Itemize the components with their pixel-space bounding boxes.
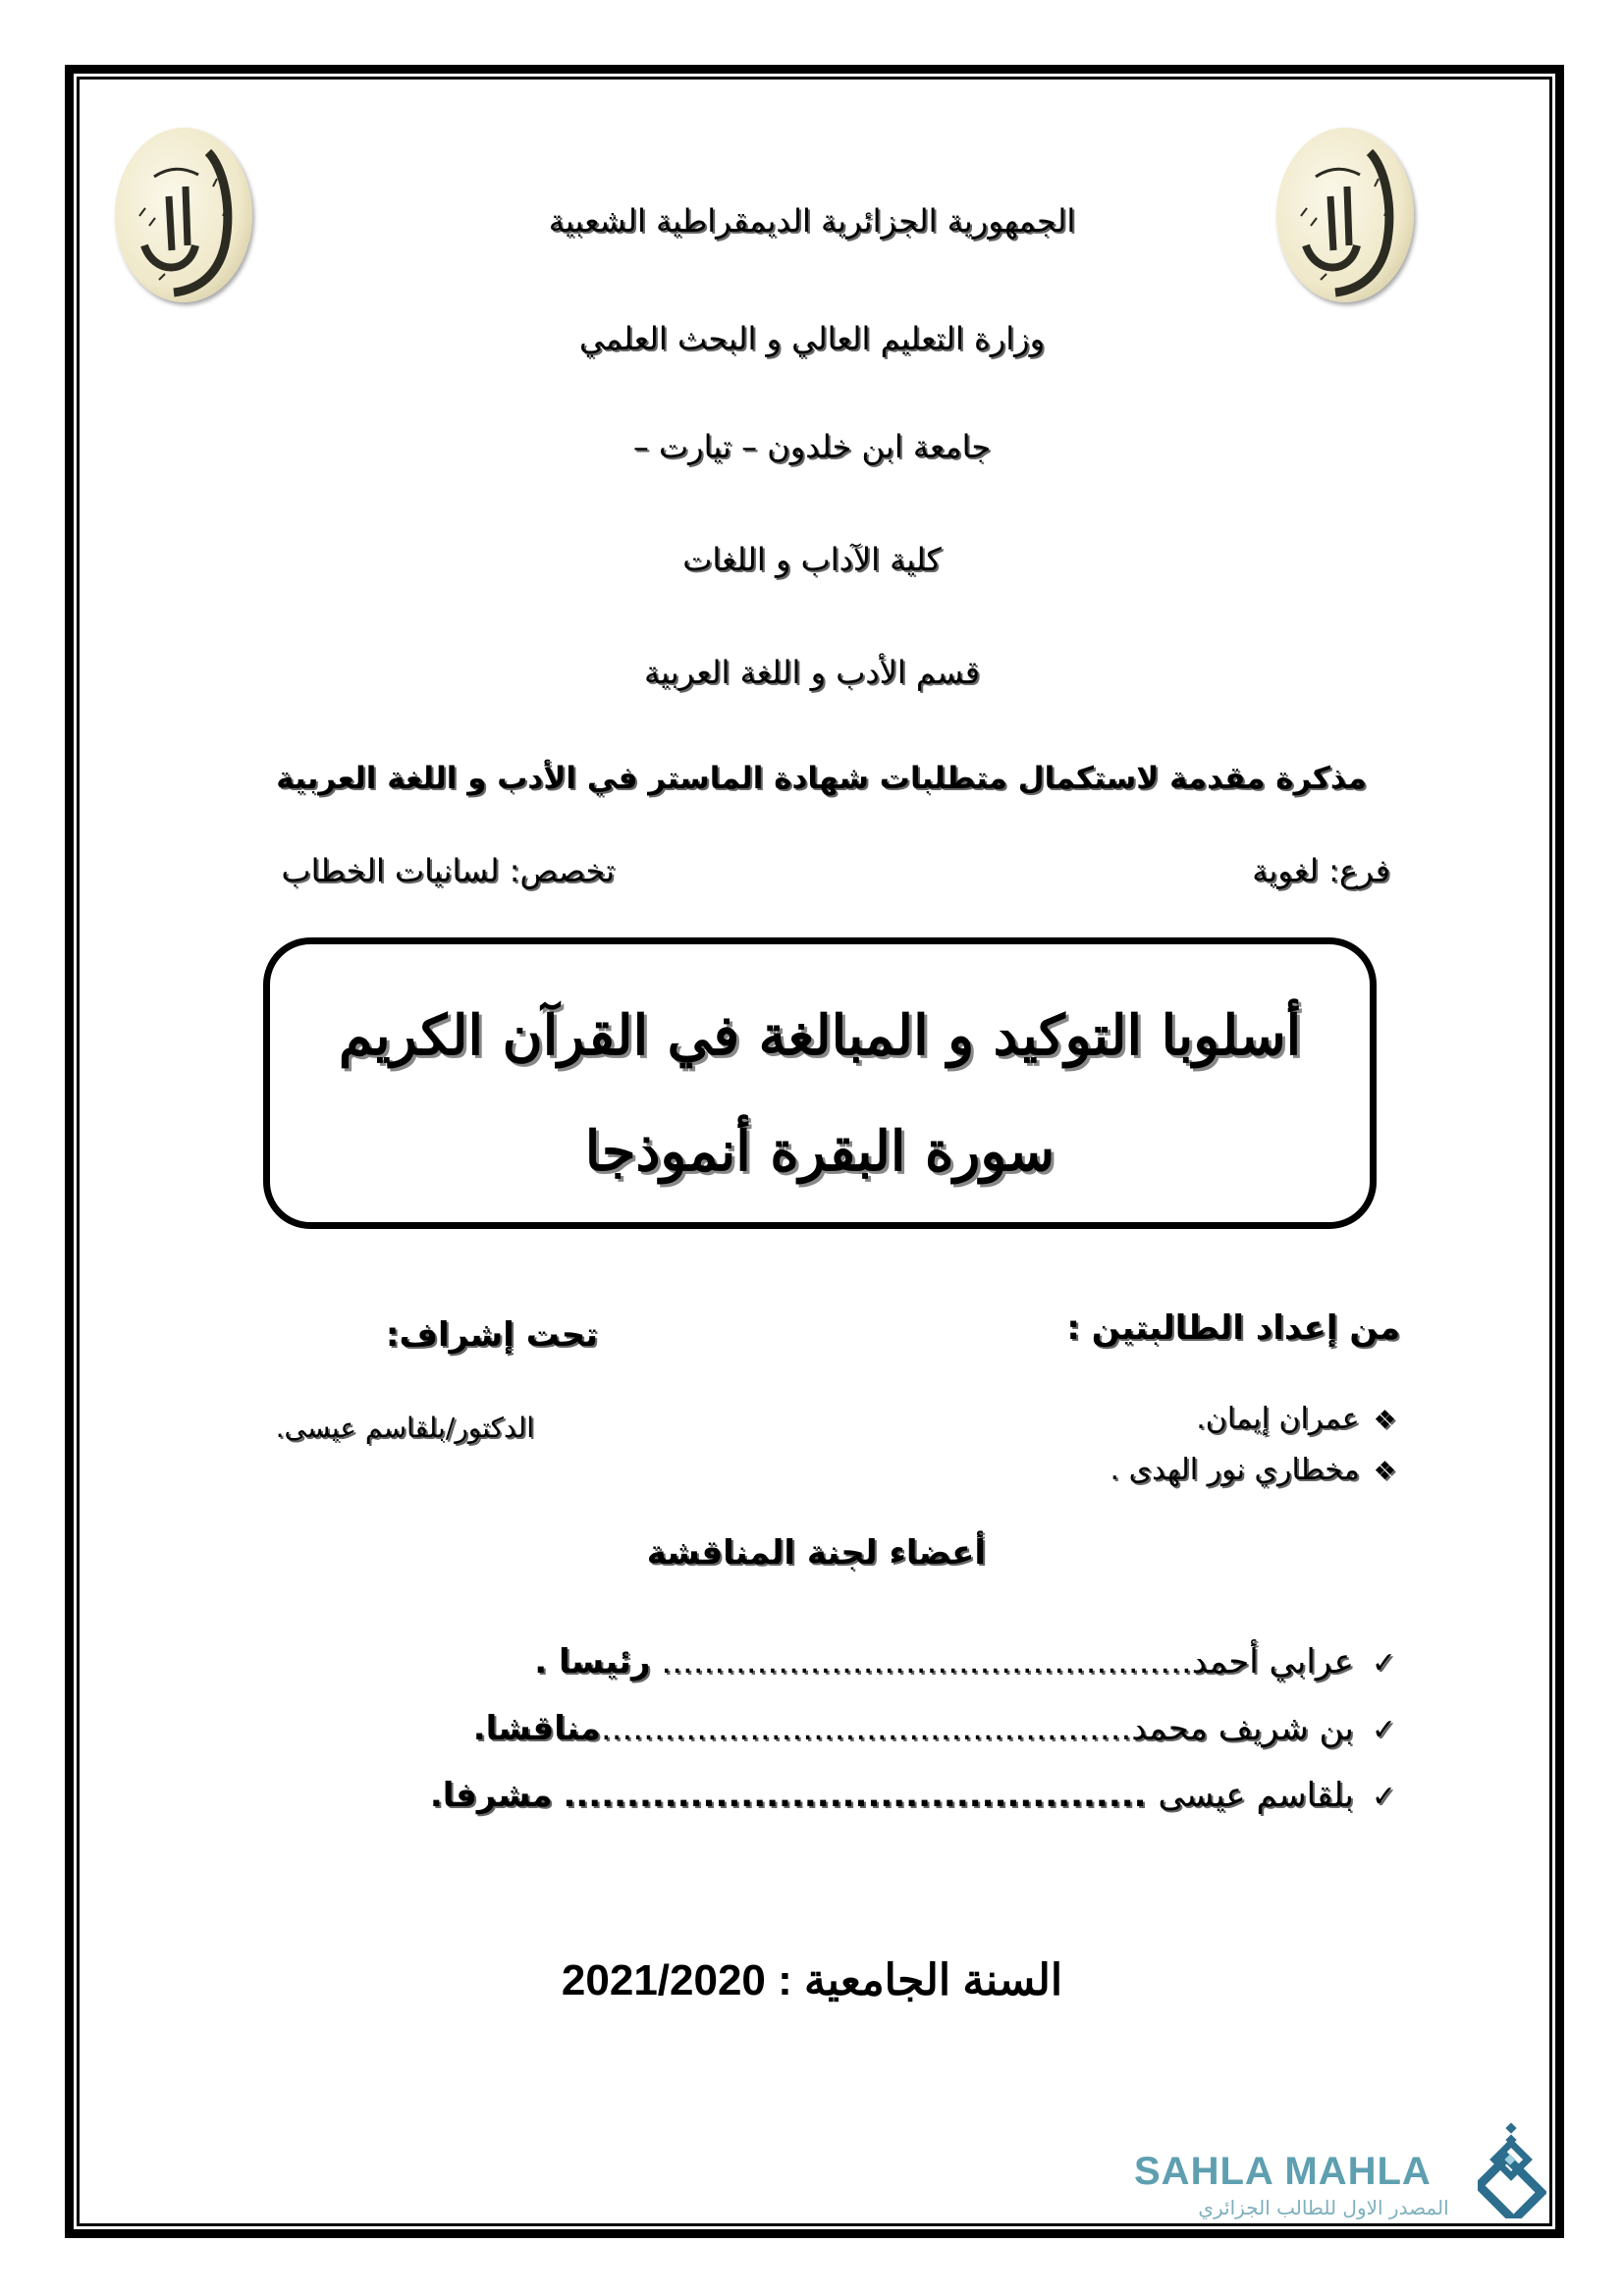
student-item (1196, 1402, 1396, 1436)
checkmark-icon: ✓ (1371, 1646, 1396, 1681)
member-name: عرابي أحمد (1191, 1642, 1354, 1682)
student-name: عمران إيمان. (1196, 1402, 1360, 1436)
thesis-title-line1: أسلوبا التوكيد و المبالغة في القرآن الكريم (338, 1003, 1302, 1068)
dot-leader: .............................................. (563, 1776, 1159, 1815)
committee-member (430, 1776, 1396, 1815)
academic-year-value: 2021/2020 (561, 1956, 766, 2004)
department-line: قسم الأدب و اللغة العربية (643, 654, 981, 691)
sahla-mahla-logo-icon (1478, 2120, 1546, 2218)
students-heading: من إعداد الطالبتين : (1066, 1308, 1400, 1348)
supervision-heading: تحت إشراف: (385, 1315, 598, 1355)
specialty-label: تخصص: لسانيات الخطاب (281, 852, 615, 889)
faculty-line: كلية الآداب و اللغات (682, 541, 942, 578)
dot-leader: .................................................. (600, 1709, 1132, 1748)
dot-leader: .................................................. (661, 1642, 1192, 1682)
thesis-title-box (263, 937, 1377, 1229)
watermark-brand: SAHLA MAHLA (1134, 2150, 1432, 2193)
academic-year-label: السنة الجامعية : (778, 1956, 1063, 2004)
memo-statement: مذكرة مقدمة لاستكمال متطلبات شهادة الماستر في الأدب و اللغة العربية (276, 761, 1367, 796)
watermark-tagline: المصدر الاول للطالب الجزائري (1198, 2196, 1449, 2219)
student-name: مخطاري نور الهدى . (1110, 1453, 1360, 1487)
branch-label: فرع: لغوية (1252, 852, 1390, 889)
academic-year (0, 1955, 1624, 2005)
student-item (1110, 1453, 1396, 1487)
member-role: رئيسا . (534, 1642, 651, 1682)
member-role: مشرفا. (429, 1776, 553, 1815)
checkmark-icon: ✓ (1371, 1713, 1396, 1747)
university-line: جامعة ابن خلدون – تيارت – (632, 428, 992, 465)
committee-member (534, 1642, 1396, 1682)
member-name: بن شريف محمد (1131, 1709, 1354, 1748)
committee-member (473, 1709, 1396, 1748)
thesis-title-line2: سورة البقرة أنموذجا (584, 1119, 1056, 1184)
supervisor-name: الدكتور/بلقاسم عيسى. (275, 1412, 534, 1444)
diamond-bullet-icon: ❖ (1373, 1406, 1396, 1435)
member-role: مناقشا. (472, 1709, 601, 1748)
committee-heading: أعضاء لجنة المناقشة (646, 1533, 986, 1573)
ministry-line: وزارة التعليم العالي و البحث العلمي (578, 320, 1046, 357)
member-name: بلقاسم عيسى (1158, 1776, 1354, 1815)
diamond-bullet-icon: ❖ (1373, 1457, 1396, 1486)
checkmark-icon: ✓ (1371, 1780, 1396, 1814)
republic-line: الجمهورية الجزائرية الديمقراطية الشعبية (548, 202, 1076, 240)
